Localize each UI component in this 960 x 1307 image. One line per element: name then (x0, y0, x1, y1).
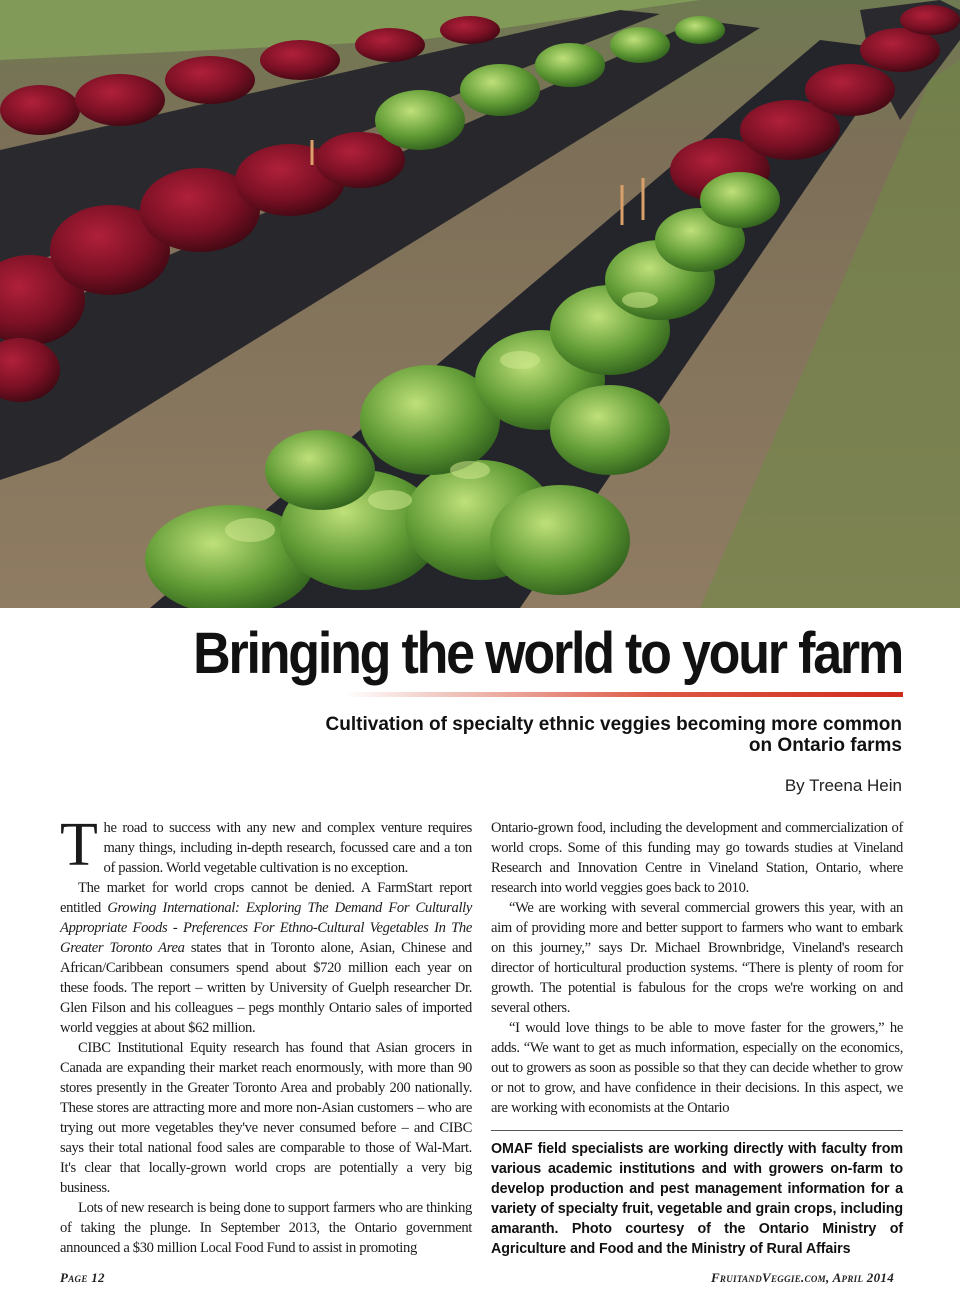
photo-caption-box (491, 1130, 903, 1259)
paragraph-3: CIBC Institutional Equity research has found that Asian grocers in Canada are expanding their market reach enormously, with more than 90 stores presently in the Greater Toronto Area and probably 200 nationally. These stores are attracting more and more non-Asian customers – who are trying out more vegetables they've never consumed before – and CIBC says their total national food sales are comparable to those of Wal-Mart. It's clear that locally-grown world crops are potentially a very big business. (60, 1040, 472, 1196)
report-title: Growing International: Exploring The Demand For Culturally Appropriate Foods - Preferences For Ethno-Cultural Vegetables In The Greater Toronto Area (60, 900, 472, 956)
publication-footer: FruitandVeggie.com, April 2014 (710, 1270, 894, 1285)
photo-caption: OMAF field specialists are working directly with faculty from various academic institutions and with growers on-farm to develop production and pest management information for a variety of specialty fruit, vegetable and grain crops, including amaranth. Photo courtesy of the Ontario Ministry of Agriculture and Food and the Ministry of Rural Affairs (491, 1141, 903, 1257)
paragraph-6: “I would love things to be able to move faster for the growers,” he adds. “We want to get as much information, especially on the economics, out to growers as soon as possible so that they can decide whether to grow or not to grow, and have confidence in their decisions. In this aspect, we are working with economists at the Ontario (491, 1020, 903, 1116)
paragraph-5: “We are working with several commercial growers this year, with an aim of providing more and better support to farmers who want to embark on this journey,” says Dr. Michael Brownbridge, Vineland's research director of horticultural production systems. “There is plenty of room for growth. The potential is fabulous for the crops we're working on and several others. (491, 900, 903, 1016)
subtitle-line-1: Cultivation of specialty ethnic veggies becoming more common (325, 714, 902, 735)
subtitle-line-2: on Ontario farms (748, 735, 902, 756)
paragraph-1-text: he road to success with any new and complex venture requires many things, including in-depth research, focussed care and a ton of passion. World vegetable cultivation is no exception. (103, 820, 472, 876)
paragraph-2-start: The market for world crops cannot be denied. A FarmStart report entitled (60, 880, 472, 916)
paragraph-2 (60, 878, 472, 1038)
paragraph-4-continued: Ontario-grown food, including the development and commercialization of world crops. Some of this funding may go towards studies at Vineland Research and Innovation Centre in Vineland Station, Ontario, where research into world veggies goes back to 2010. (491, 820, 903, 896)
headline-rule (345, 692, 903, 697)
drop-cap: T (60, 811, 98, 879)
article-subtitle (182, 714, 902, 756)
paragraph-1 (60, 811, 472, 879)
farm-field-photo (0, 0, 960, 608)
hero-photo (0, 0, 960, 608)
article-headline: Bringing the world to your farm (193, 621, 902, 687)
paragraph-4: Lots of new research is being done to support farmers who are thinking of taking the plunge. In September 2013, the Ontario government announced a $30 million Local Food Fund to assist in promoting (60, 1200, 472, 1256)
paragraph-2-end: states that in Toronto alone, Asian, Chinese and African/Caribbean consumers spend about $720 million each year on these foods. The report – written by University of Guelph researcher Dr. Glen Filson and his colleagues – pegs monthly Ontario sales of imported world veggies at about $62 million. (60, 940, 472, 1036)
byline: By Treena Hein (784, 776, 902, 795)
page-number: Page 12 (60, 1270, 105, 1285)
article-column-left (60, 811, 472, 1258)
article-column-right (491, 818, 903, 1118)
